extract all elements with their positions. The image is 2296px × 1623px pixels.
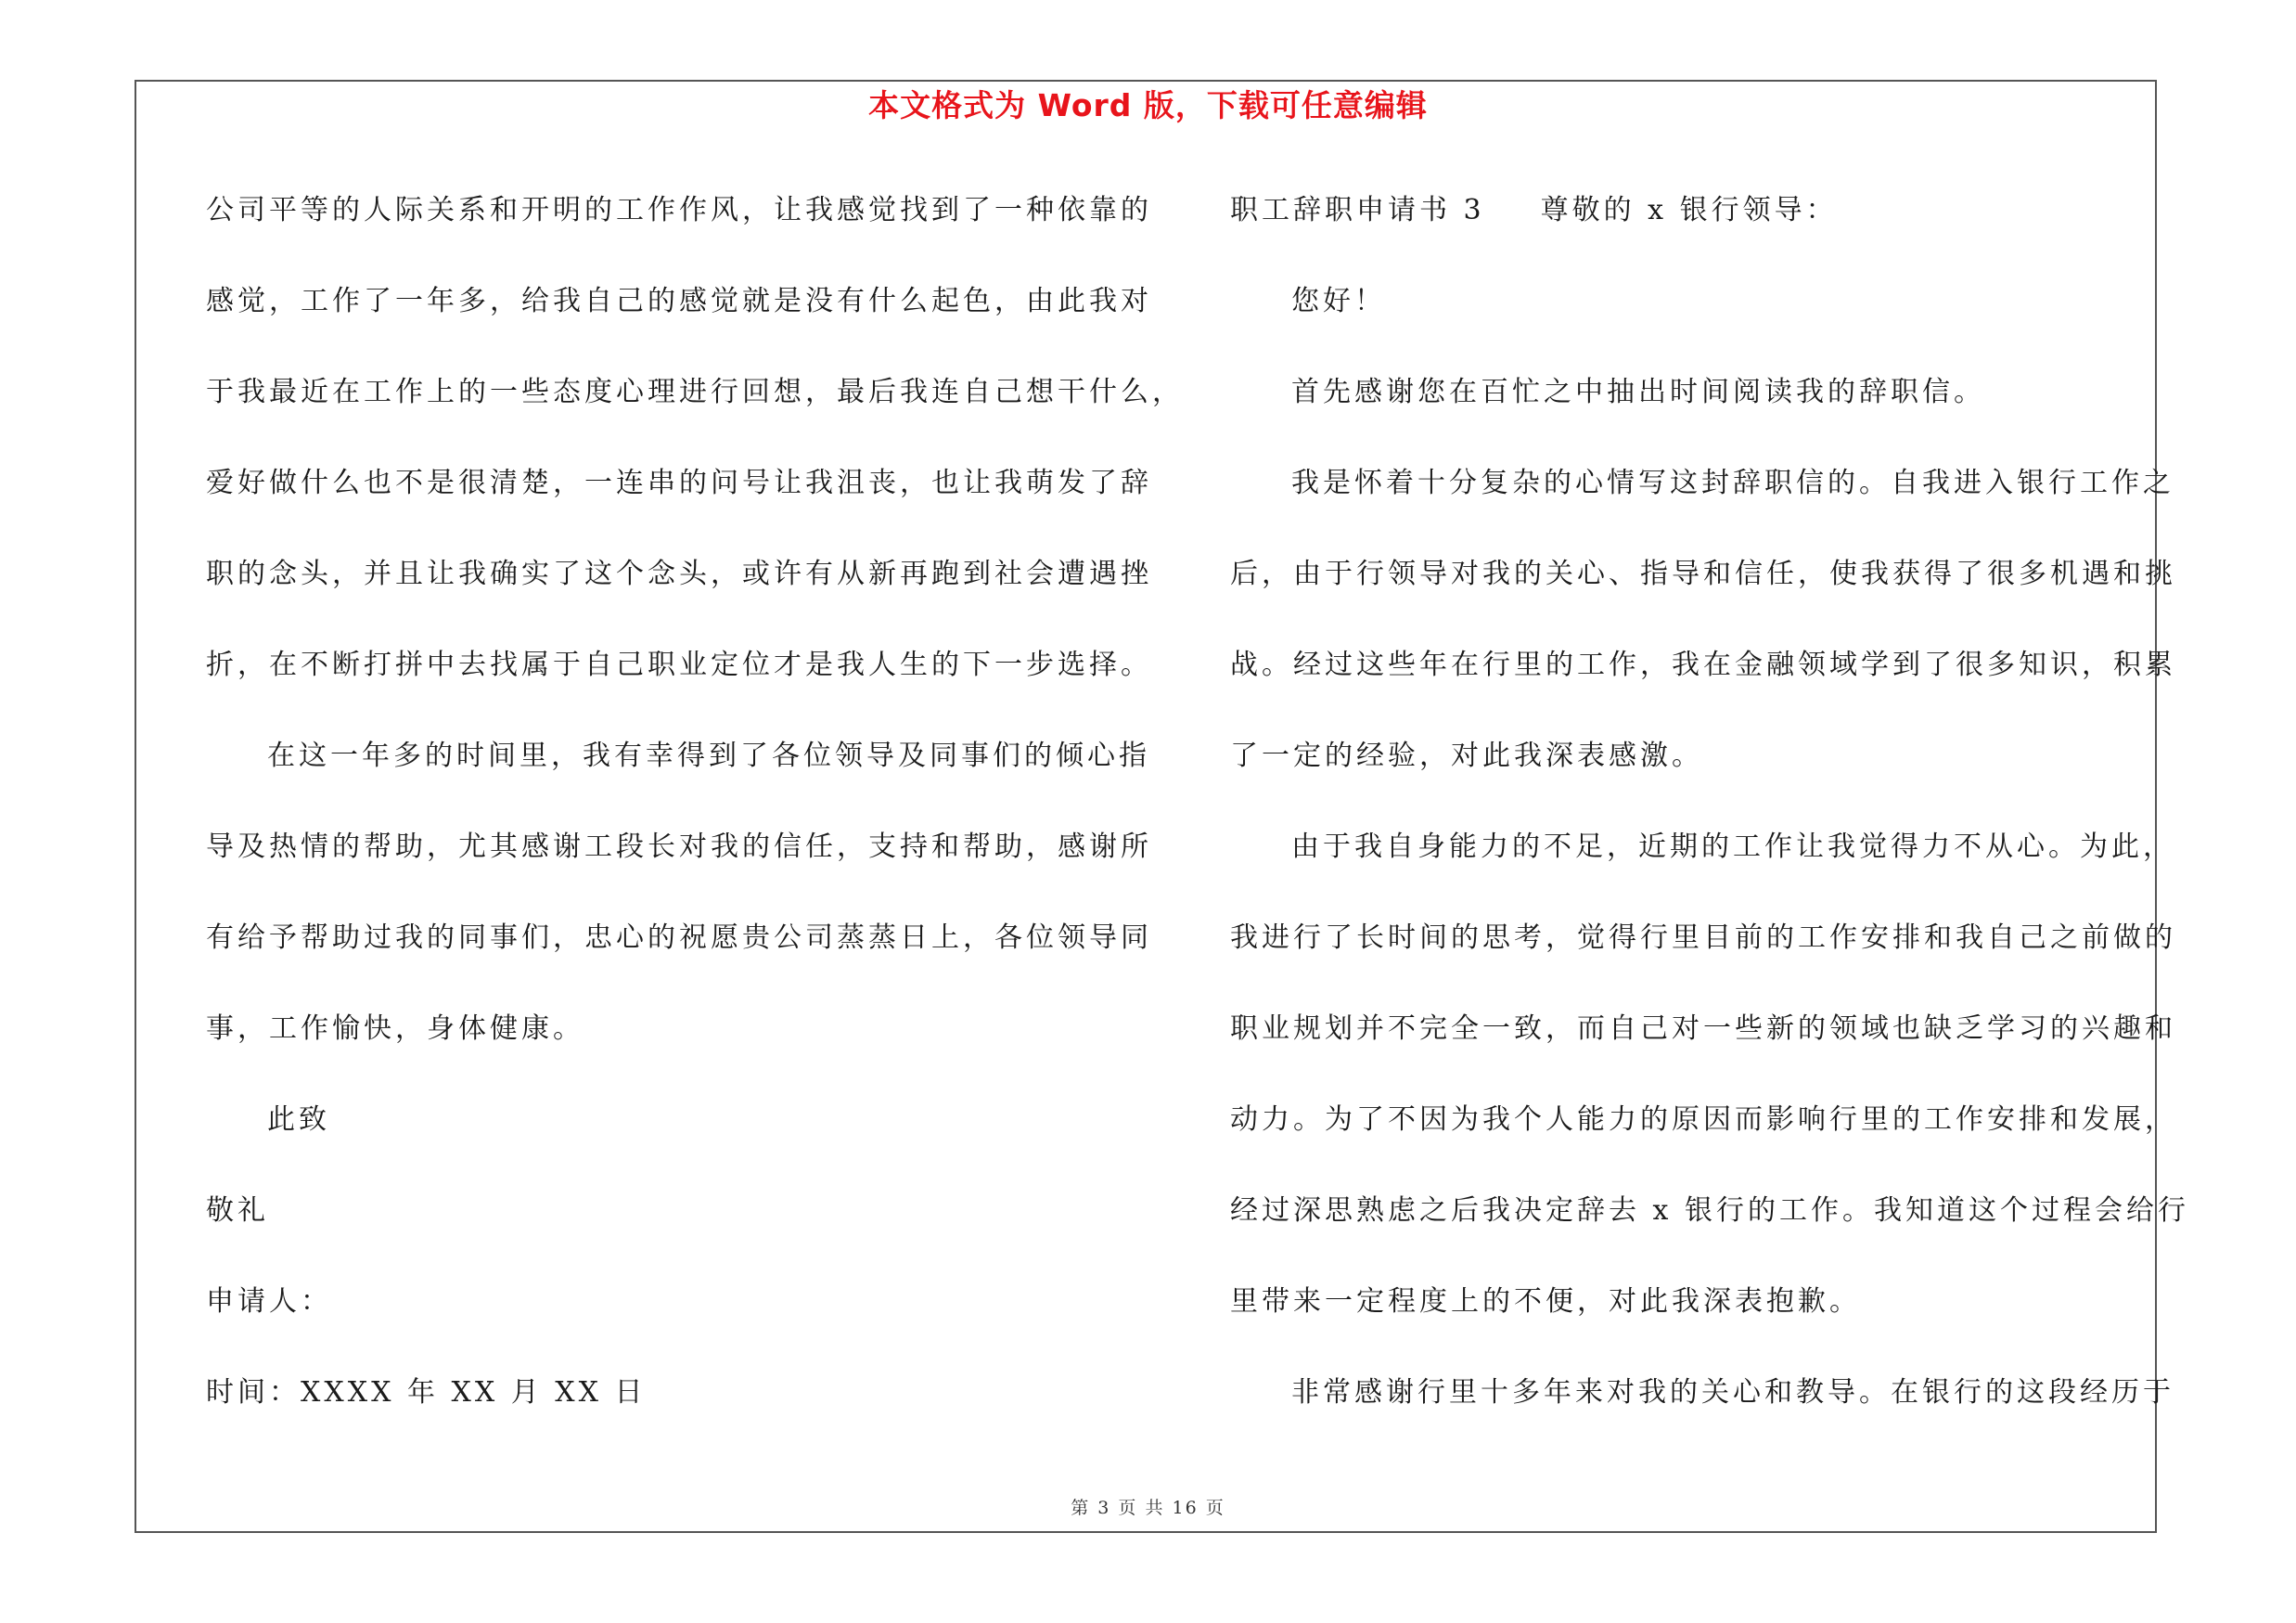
body-line: 折，在不断打拼中去找属于自己职业定位才是我人生的下一步选择。 [206,649,1152,681]
letter-heading [1230,186,2158,277]
regards-line: 敬礼 [206,1194,269,1227]
salutation: 尊敬的 x 银行领导： [1540,194,1838,226]
body-line: 有给予帮助过我的同事们，忠心的祝愿贵公司蒸蒸日上，各位领导同 [206,921,1152,954]
closing-line: 此致 [267,1103,330,1136]
body-line: 在这一年多的时间里，我有幸得到了各位领导及同事们的倾心指 [267,740,1150,772]
body-line: 由于我自身能力的不足，近期的工作让我觉得力不从心。为此， [1291,831,2174,863]
body-line: 导及热情的帮助，尤其感谢工段长对我的信任，支持和帮助，感谢所 [206,831,1152,863]
body-line: 里带来一定程度上的不便，对此我深表抱歉。 [1230,1285,1861,1318]
body-line: 经过深思熟虑之后我决定辞去 x 银行的工作。我知道这个过程会给行 [1230,1194,2189,1227]
body-line: 于我最近在工作上的一些态度心理进行回想，最后我连自己想干什么， [206,376,1184,408]
body-line: 我进行了长时间的思考，觉得行里目前的工作安排和我自己之前做的 [1230,921,2176,954]
greeting-line: 您好！ [1291,285,1386,317]
applicant-line: 申请人： [206,1285,332,1318]
page-number-footer: 第 3 页 共 16 页 [1071,1498,1225,1518]
body-line: 动力。为了不因为我个人能力的原因而影响行里的工作安排和发展， [1230,1103,2176,1136]
body-line: 职业规划并不完全一致，而自己对一些新的领域也缺乏学习的兴趣和 [1230,1012,2176,1045]
word-format-banner: 本文格式为 Word 版，下载可任意编辑 [868,87,1428,123]
date-line: 时间：XXXX 年 XX 月 XX 日 [206,1376,647,1409]
body-line: 我是怀着十分复杂的心情写这封辞职信的。自我进入银行工作之 [1291,467,2174,499]
body-line: 了一定的经验，对此我深表感激。 [1230,740,1703,772]
right-column [1230,186,2189,1459]
body-line: 后，由于行领导对我的关心、指导和信任，使我获得了很多机遇和挑 [1230,558,2176,590]
body-line: 非常感谢行里十多年来对我的关心和教导。在银行的这段经历于 [1291,1376,2174,1409]
left-column [206,186,1184,1459]
body-line: 爱好做什么也不是很清楚，一连串的问号让我沮丧，也让我萌发了辞 [206,467,1152,499]
body-line: 职的念头，并且让我确实了这个念头，或许有从新再跑到社会遭遇挫 [206,558,1152,590]
body-line: 感觉，工作了一年多，给我自己的感觉就是没有什么起色，由此我对 [206,285,1152,317]
letter-title: 职工辞职申请书 3 [1230,194,1485,226]
body-line: 公司平等的人际关系和开明的工作作风，让我感觉找到了一种依靠的 [206,194,1152,226]
body-line: 战。经过这些年在行里的工作，我在金融领域学到了很多知识，积累 [1230,649,2176,681]
body-line: 首先感谢您在百忙之中抽出时间阅读我的辞职信。 [1291,376,1985,408]
body-line: 事，工作愉快，身体健康。 [206,1012,584,1045]
